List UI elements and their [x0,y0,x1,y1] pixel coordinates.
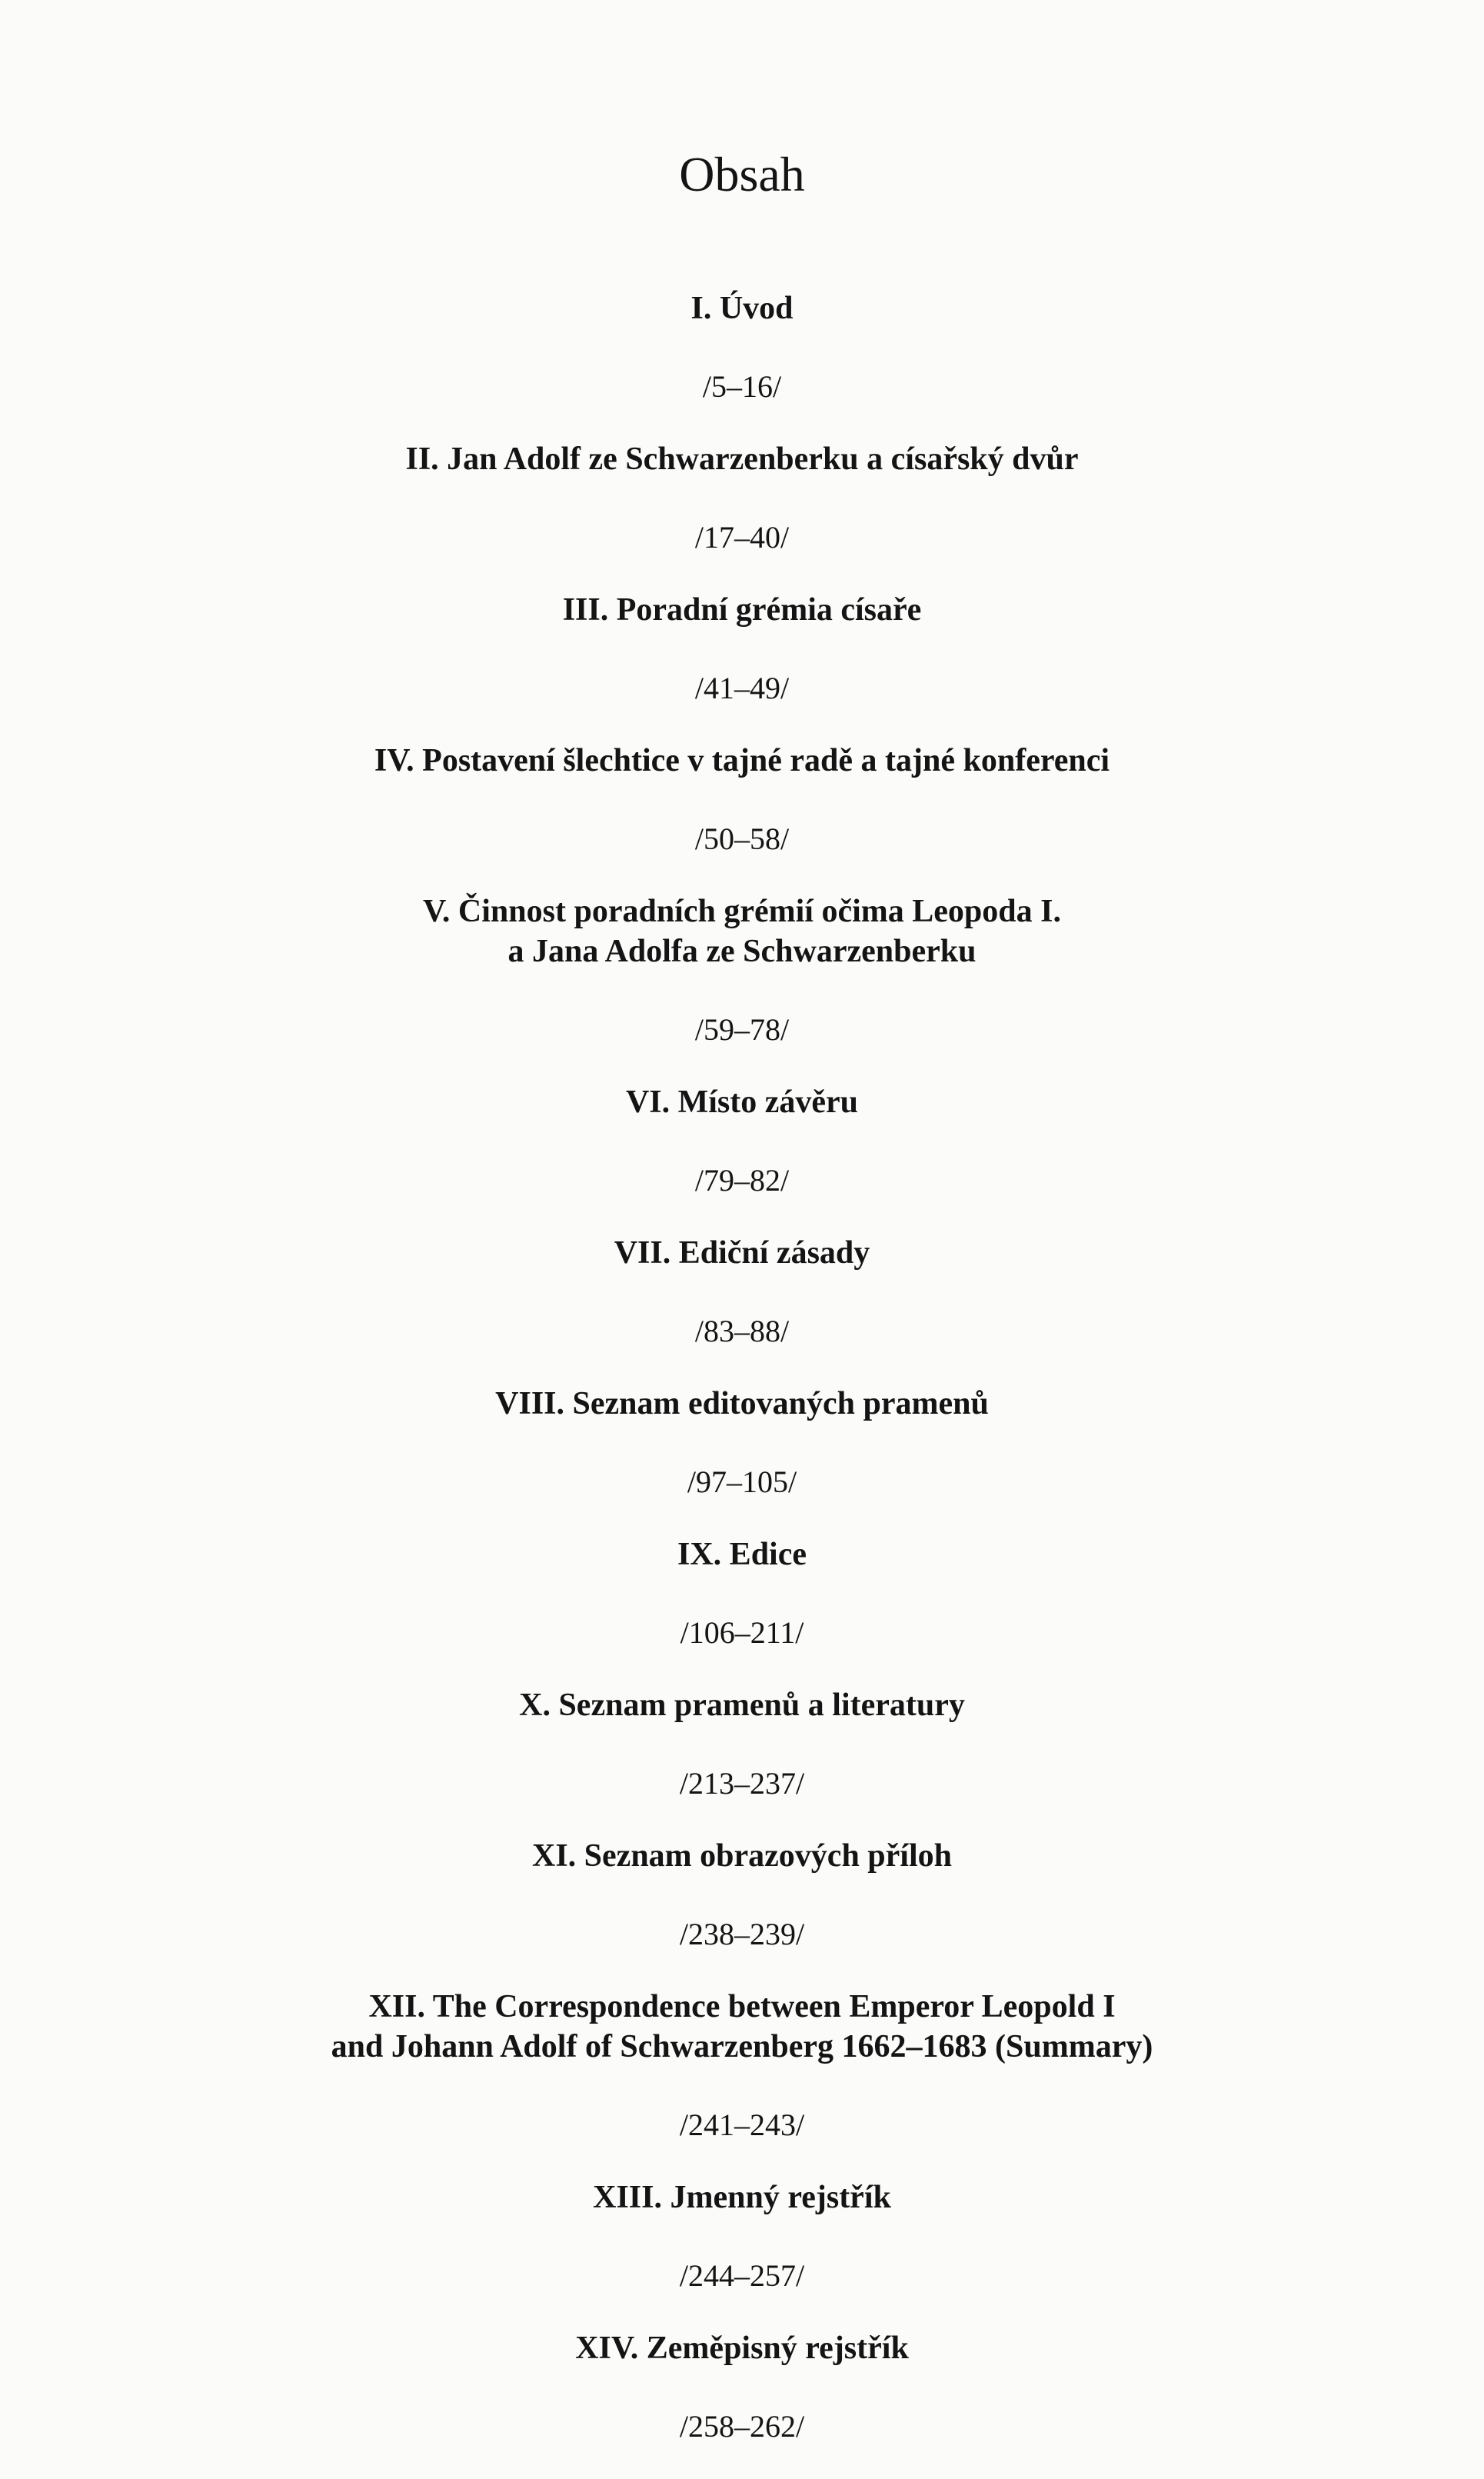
toc-entry-pages: /258–262/ [679,2409,805,2444]
toc-entry-pages: /5–16/ [702,369,782,404]
toc-entry-pages: /17–40/ [694,520,790,555]
toc-entry-pages: /213–237/ [679,1766,805,1801]
toc-entry-title: III. Poradní grémia císaře [562,592,922,628]
toc-entry-pages: /244–257/ [679,2258,805,2293]
toc-entry-11 [231,1836,1253,1954]
toc-entry-13 [231,2177,1253,2296]
toc-entry-title: VI. Místo závěru [625,1085,859,1120]
toc-entry-title: IX. Edice [677,1537,807,1572]
toc-entry-pages: /238–239/ [679,1917,805,1951]
toc-entry-1 [231,288,1253,407]
toc-entry-title: V. Činnost poradních grémií očima Leopoda I. a Jana Adolfa ze Schwarzenberku [423,894,1061,969]
toc-entry-title: VIII. Seznam editovaných pramenů [495,1386,989,1421]
toc-entry-5 [231,891,1253,1050]
toc-entry-12 [231,1987,1253,2145]
page-title: Obsah [679,147,805,202]
toc-entry-title: IV. Postavení šlechtice v tajné radě a tajné konferenci [374,743,1110,778]
toc-entry-10 [231,1685,1253,1804]
toc-entry-3 [231,590,1253,708]
toc-entry-title: XII. The Correspondence between Emperor Leopold I and Johann Adolf of Schwarzenberg 1662–1683 (Summary) [331,1989,1153,2064]
toc-entry-6 [231,1082,1253,1201]
toc-entry-title: X. Seznam pramenů a literatury [519,1688,965,1723]
toc-entry-title: VII. Ediční zásady [614,1235,870,1271]
toc-entry-7 [231,1233,1253,1351]
toc-entry-pages: /79–82/ [694,1163,790,1198]
toc-entry-title: XI. Seznam obrazových příloh [532,1838,952,1874]
toc-entry-title: II. Jan Adolf ze Schwarzenberku a císařský dvůr [405,441,1079,477]
toc-entry-pages: /50–58/ [694,821,790,856]
toc-entry-title: XIV. Zeměpisný rejstřík [575,2331,909,2366]
toc-entry-title: I. Úvod [690,291,794,326]
toc-entry-14 [231,2328,1253,2447]
toc-entry-pages: /106–211/ [680,1615,804,1650]
toc-entry-pages: /41–49/ [694,671,790,705]
toc-entry-pages: /83–88/ [694,1314,790,1348]
toc-entry-4 [231,741,1253,859]
toc-entry-9 [231,1534,1253,1653]
toc-entry-pages: /59–78/ [694,1012,790,1047]
toc-entry-8 [231,1384,1253,1502]
toc-entry-title: XIII. Jmenný rejstřík [593,2180,891,2215]
toc-entry-pages: /97–105/ [687,1464,797,1499]
table-of-contents [231,288,1253,2479]
toc-entry-pages: /241–243/ [679,2107,805,2142]
toc-entry-2 [231,439,1253,558]
